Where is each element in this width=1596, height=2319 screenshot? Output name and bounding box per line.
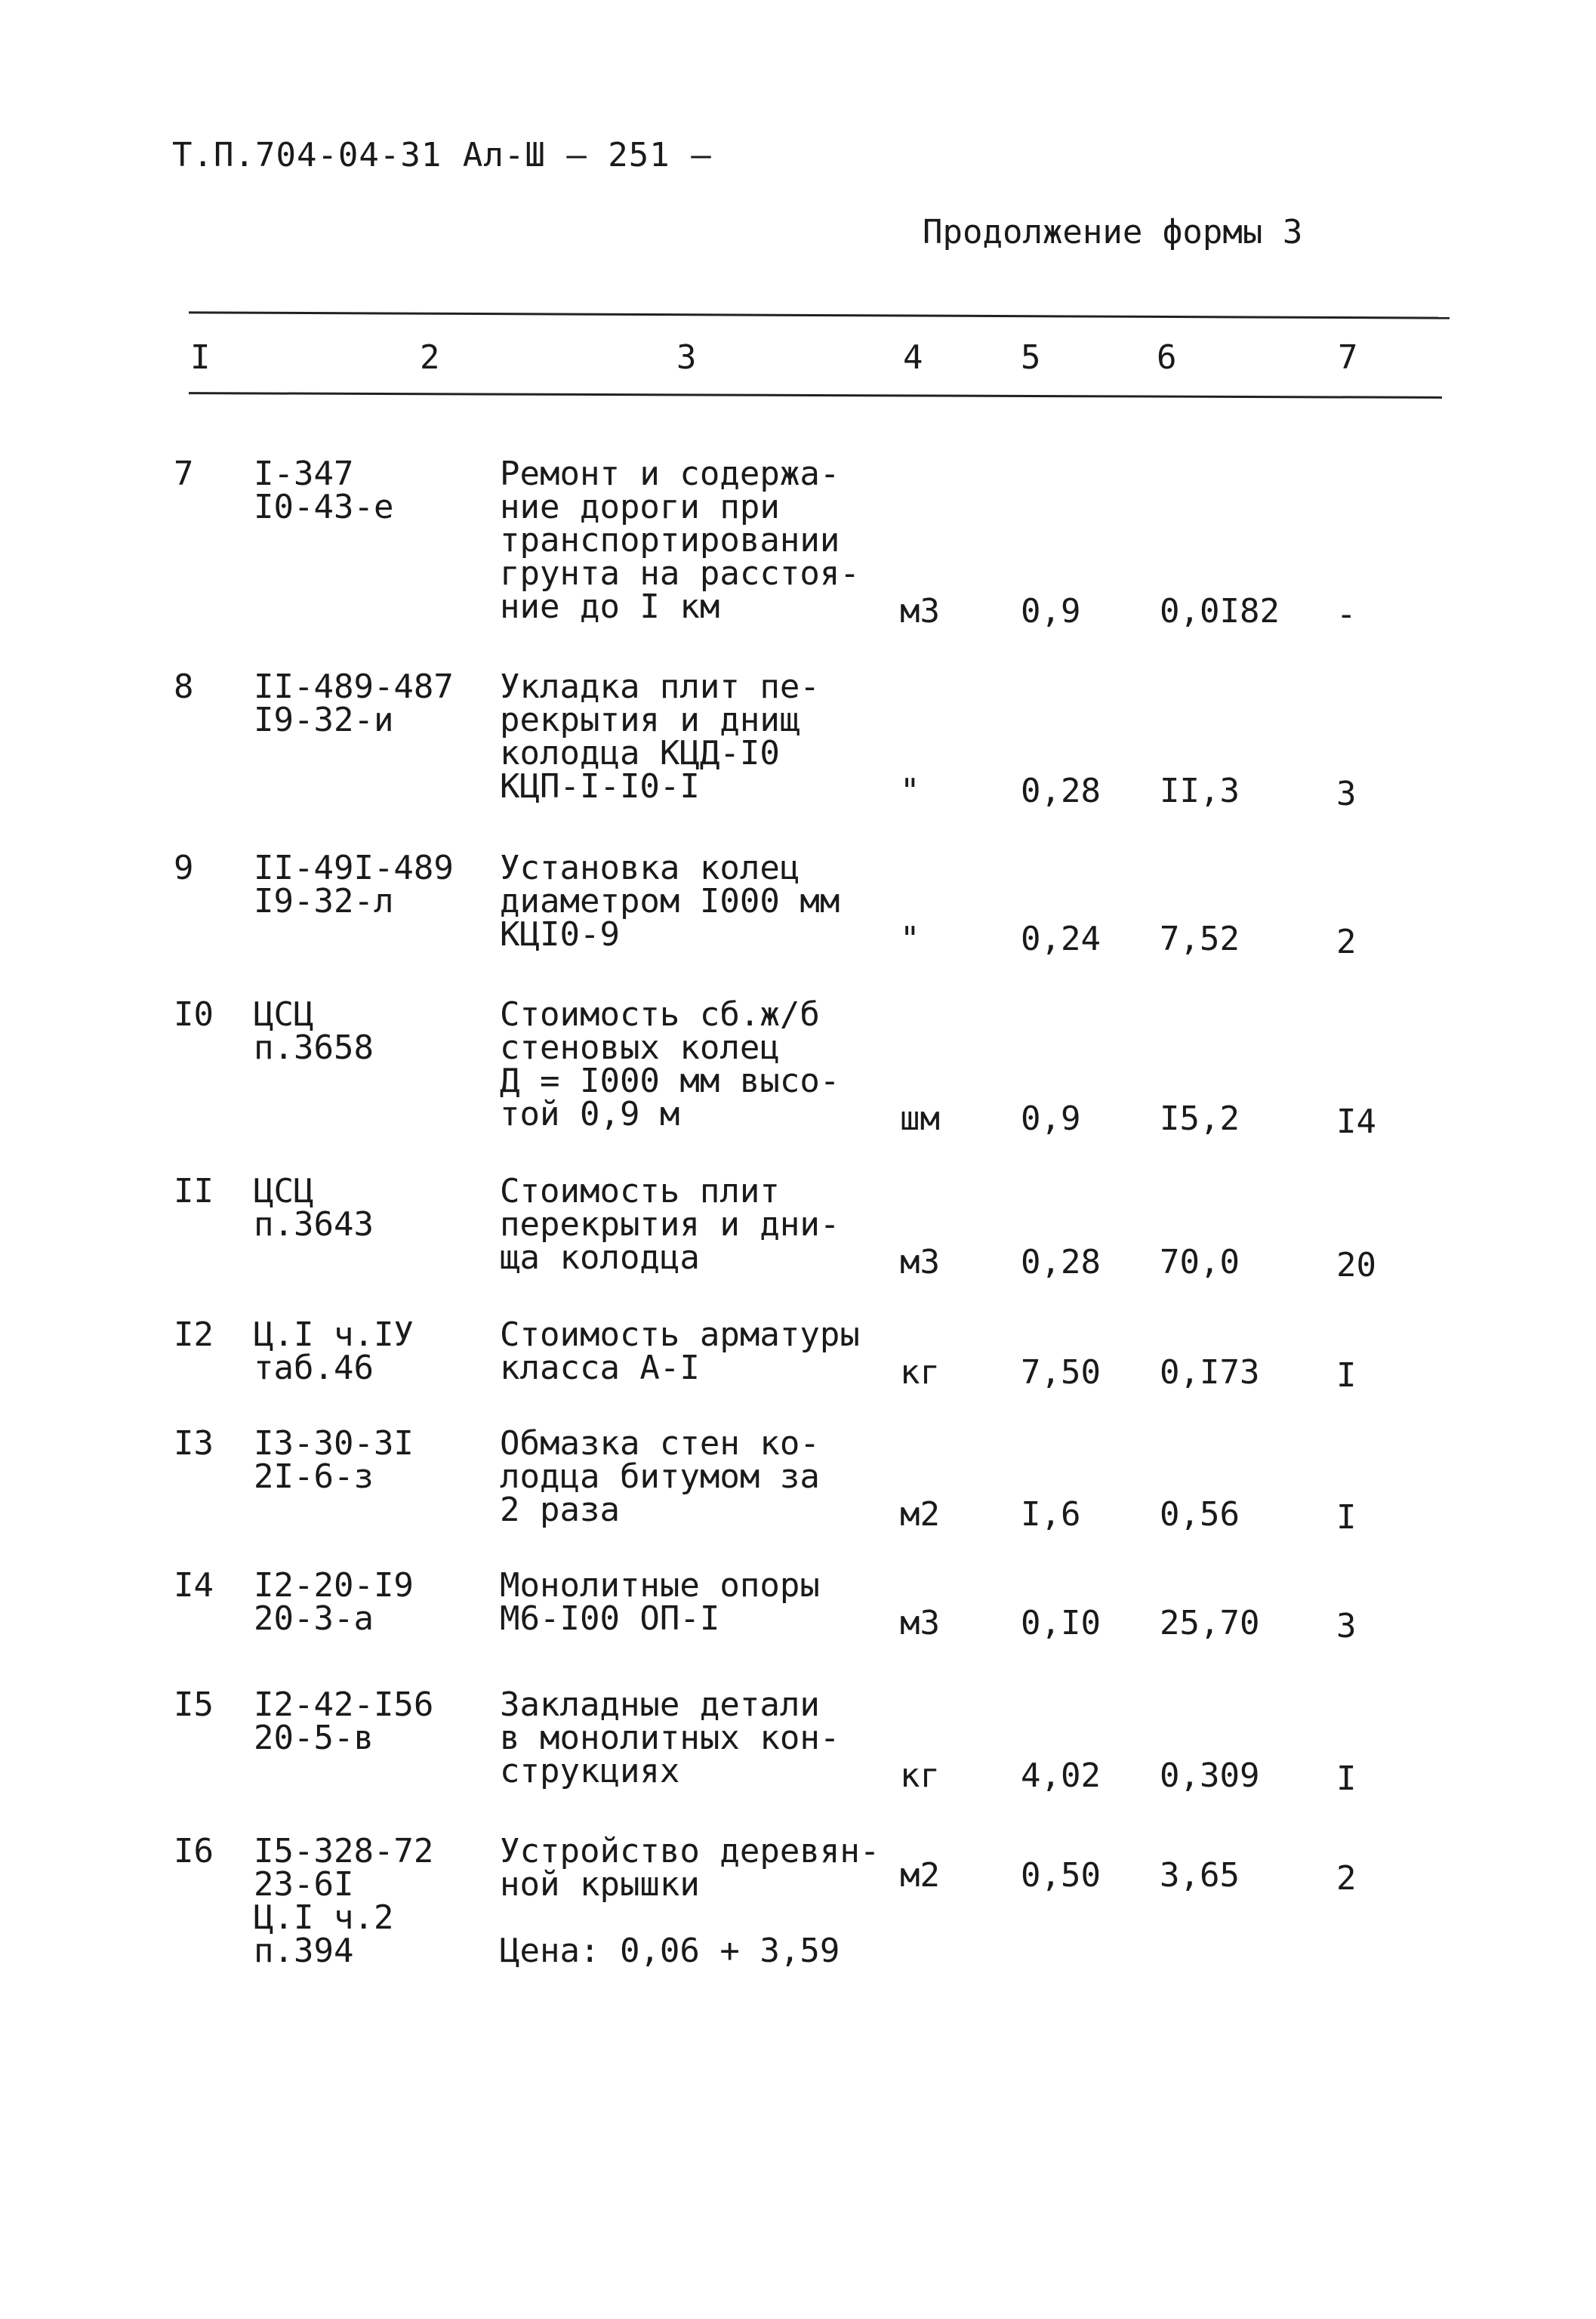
unit-price xyxy=(1160,1099,1240,1138)
work-description-line: Закладные детали xyxy=(500,1685,820,1724)
column-7-value-line: 3 xyxy=(1336,1607,1357,1645)
work-description-line: струкциях xyxy=(500,1752,680,1790)
quantity-line: 0,24 xyxy=(1021,920,1101,958)
row-number xyxy=(174,455,194,493)
norm-code xyxy=(254,1566,414,1638)
work-description-line: в монолитных кон- xyxy=(500,1719,840,1757)
unit-price xyxy=(1160,592,1280,631)
work-description-line: ние дороги при xyxy=(500,488,780,526)
work-description-line: Укладка плит пе- xyxy=(500,668,820,706)
quantity-line: 7,50 xyxy=(1021,1353,1101,1392)
work-description-line: стеновых колец xyxy=(500,1028,780,1067)
unit-price-line: 25,70 xyxy=(1160,1604,1260,1642)
work-description-line: ща колодца xyxy=(500,1238,700,1277)
column-7-value-line: 3 xyxy=(1336,775,1357,813)
unit xyxy=(900,1756,940,1795)
norm-code-line: 2I-6-з xyxy=(254,1457,374,1496)
row-number-line: I0 xyxy=(174,995,214,1034)
unit-price-line: 0,309 xyxy=(1160,1756,1260,1795)
norm-code-line: 20-3-а xyxy=(254,1599,374,1638)
norm-code xyxy=(254,1424,414,1496)
work-description xyxy=(500,1566,820,1638)
unit-price xyxy=(1160,1353,1260,1392)
row-number xyxy=(174,668,194,706)
work-description-line: колодца КЦД-I0 xyxy=(500,734,780,772)
work-description-line: Стоимость арматуры xyxy=(500,1315,860,1354)
column-7-value-line: I xyxy=(1336,1759,1357,1798)
work-description-line: Обмазка стен ко- xyxy=(500,1424,820,1463)
unit xyxy=(900,772,920,810)
column-7-value-line: I xyxy=(1336,1356,1357,1395)
row-number-line: I5 xyxy=(174,1685,214,1724)
row-number xyxy=(174,995,214,1034)
work-description-line: Устройство деревян- xyxy=(500,1832,880,1870)
unit-price xyxy=(1160,1243,1240,1281)
work-description-line: КЦП-I-I0-I xyxy=(500,767,700,806)
norm-code xyxy=(254,1172,374,1244)
unit-line: кг xyxy=(900,1756,940,1795)
norm-code xyxy=(254,668,454,739)
row-number xyxy=(174,849,194,887)
quantity-line: 0,50 xyxy=(1021,1856,1101,1895)
quantity xyxy=(1021,920,1101,958)
work-description xyxy=(500,849,840,954)
column-7-value xyxy=(1336,1759,1357,1798)
norm-code-line: II-49I-489 xyxy=(254,849,454,887)
work-description xyxy=(500,995,840,1133)
work-description-line: Ремонт и содержа- xyxy=(500,455,840,493)
column-7-value xyxy=(1336,923,1357,961)
quantity-line: I,6 xyxy=(1021,1495,1081,1534)
quantity-line: 0,9 xyxy=(1021,592,1081,631)
quantity-line: 0,9 xyxy=(1021,1099,1081,1138)
quantity xyxy=(1021,1353,1101,1392)
norm-code-line: ЦСЦ xyxy=(254,1172,314,1210)
norm-code-line: 23-6I xyxy=(254,1865,354,1904)
norm-code-line: I3-30-3I xyxy=(254,1424,414,1463)
quantity-line: 0,28 xyxy=(1021,1243,1101,1281)
unit-line: м2 xyxy=(900,1495,940,1534)
work-description-line: Установка колец xyxy=(500,849,800,887)
work-description xyxy=(500,1832,880,1970)
unit xyxy=(900,1243,940,1281)
norm-code-line: таб.46 xyxy=(254,1349,374,1387)
column-header-1: I xyxy=(190,338,211,377)
quantity xyxy=(1021,1495,1081,1534)
quantity-line: 0,I0 xyxy=(1021,1604,1101,1642)
unit-price xyxy=(1160,1856,1240,1895)
unit xyxy=(900,920,920,958)
unit-line: " xyxy=(900,772,920,810)
unit-price-line: II,3 xyxy=(1160,772,1240,810)
column-header-6: 6 xyxy=(1157,338,1177,377)
work-description-line: ной крышки xyxy=(500,1865,700,1904)
column-header-3: 3 xyxy=(676,338,697,377)
unit-price xyxy=(1160,1604,1260,1642)
norm-code xyxy=(254,1315,414,1387)
column-header-4: 4 xyxy=(903,338,923,377)
quantity xyxy=(1021,1856,1101,1895)
work-description xyxy=(500,455,860,626)
work-description-line: транспортировании xyxy=(500,521,840,560)
quantity xyxy=(1021,1604,1101,1642)
unit-price xyxy=(1160,772,1240,810)
unit-price-line: 70,0 xyxy=(1160,1243,1240,1281)
quantity-line: 0,28 xyxy=(1021,772,1101,810)
work-description-line: КЦI0-9 xyxy=(500,915,620,954)
column-header-2: 2 xyxy=(420,338,440,377)
document-code: Т.П.704-04-31 Ал-Ш — 251 — xyxy=(172,136,712,174)
unit xyxy=(900,592,940,631)
norm-code-line: I2-42-I56 xyxy=(254,1685,434,1724)
unit-price-line: 0,I73 xyxy=(1160,1353,1260,1392)
column-7-value xyxy=(1336,1498,1357,1537)
norm-code xyxy=(254,995,374,1067)
norm-code-line: Ц.I ч.2 xyxy=(254,1898,394,1937)
row-number-line: 7 xyxy=(174,455,194,493)
work-description-line: Цена: 0,06 + 3,59 xyxy=(500,1932,840,1970)
row-number-line: I4 xyxy=(174,1566,214,1605)
unit xyxy=(900,1604,940,1642)
norm-code-line: I-347 xyxy=(254,455,354,493)
unit xyxy=(900,1353,940,1392)
norm-code-line: I0-43-е xyxy=(254,488,394,526)
work-description xyxy=(500,1685,840,1790)
column-7-value-line: I4 xyxy=(1336,1102,1376,1141)
quantity xyxy=(1021,1756,1101,1795)
norm-code-line: Ц.I ч.IУ xyxy=(254,1315,414,1354)
norm-code-line: п.3643 xyxy=(254,1205,374,1244)
unit-price xyxy=(1160,1756,1260,1795)
work-description-line: той 0,9 м xyxy=(500,1095,680,1133)
unit-price xyxy=(1160,1495,1240,1534)
row-number xyxy=(174,1172,214,1210)
unit-line: шм xyxy=(900,1099,940,1138)
table-header-rule xyxy=(189,392,1442,399)
unit-line: м2 xyxy=(900,1856,940,1895)
unit xyxy=(900,1856,940,1895)
norm-code-line: II-489-487 xyxy=(254,668,454,706)
norm-code-line: I2-20-I9 xyxy=(254,1566,414,1605)
work-description-line: Монолитные опоры xyxy=(500,1566,820,1605)
quantity-line: 4,02 xyxy=(1021,1756,1101,1795)
work-description-line: Стоимость сб.ж/б xyxy=(500,995,820,1034)
column-7-value xyxy=(1336,1246,1376,1284)
work-description xyxy=(500,1424,820,1529)
unit-line: " xyxy=(900,920,920,958)
quantity xyxy=(1021,772,1101,810)
work-description-line: рекрытия и днищ xyxy=(500,701,800,739)
column-7-value xyxy=(1336,595,1357,634)
work-description-line: ние до I км xyxy=(500,587,720,626)
work-description-line: Д = I000 мм высо- xyxy=(500,1062,840,1100)
unit xyxy=(900,1495,940,1534)
norm-code-line: ЦСЦ xyxy=(254,995,314,1034)
column-7-value-line: 2 xyxy=(1336,923,1357,961)
row-number-line: I2 xyxy=(174,1315,214,1354)
work-description-line: диаметром I000 мм xyxy=(500,882,840,921)
unit-line: м3 xyxy=(900,1604,940,1642)
row-number-line: 9 xyxy=(174,849,194,887)
column-7-value-line: - xyxy=(1336,595,1357,634)
work-description xyxy=(500,1172,840,1277)
work-description-line: грунта на расстоя- xyxy=(500,554,860,593)
work-description-line: лодца битумом за xyxy=(500,1457,820,1496)
column-7-value xyxy=(1336,1859,1357,1898)
norm-code-line: I9-32-и xyxy=(254,701,394,739)
row-number-line: I6 xyxy=(174,1832,214,1870)
continuation-note: Продолжение формы 3 xyxy=(923,213,1303,251)
norm-code xyxy=(254,1832,434,1970)
column-7-value xyxy=(1336,1102,1376,1141)
work-description xyxy=(500,1315,860,1387)
unit-price xyxy=(1160,920,1240,958)
unit-line: м3 xyxy=(900,592,940,631)
norm-code-line: 20-5-в xyxy=(254,1719,374,1757)
column-7-value xyxy=(1336,775,1357,813)
table-top-rule xyxy=(189,311,1450,319)
column-header-5: 5 xyxy=(1021,338,1041,377)
work-description-line: перекрытия и дни- xyxy=(500,1205,840,1244)
row-number xyxy=(174,1315,214,1354)
unit-line: кг xyxy=(900,1353,940,1392)
column-7-value xyxy=(1336,1356,1357,1395)
norm-code xyxy=(254,455,394,526)
unit-price-line: 0,0I82 xyxy=(1160,592,1280,631)
column-7-value-line: I xyxy=(1336,1498,1357,1537)
unit-price-line: 3,65 xyxy=(1160,1856,1240,1895)
work-description-line: М6-I00 ОП-I xyxy=(500,1599,720,1638)
row-number xyxy=(174,1832,214,1870)
row-number xyxy=(174,1566,214,1605)
row-number xyxy=(174,1424,214,1463)
column-7-value-line: 20 xyxy=(1336,1246,1376,1284)
norm-code xyxy=(254,849,454,921)
row-number xyxy=(174,1685,214,1724)
row-number-line: I3 xyxy=(174,1424,214,1463)
norm-code xyxy=(254,1685,434,1757)
work-description xyxy=(500,668,820,806)
unit-line: м3 xyxy=(900,1243,940,1281)
work-description-line: класса А-I xyxy=(500,1349,700,1387)
unit xyxy=(900,1099,940,1138)
unit-price-line: 0,56 xyxy=(1160,1495,1240,1534)
work-description-line: Стоимость плит xyxy=(500,1172,780,1210)
norm-code-line: I5-328-72 xyxy=(254,1832,434,1870)
unit-price-line: 7,52 xyxy=(1160,920,1240,958)
quantity xyxy=(1021,1243,1101,1281)
quantity xyxy=(1021,592,1081,631)
quantity xyxy=(1021,1099,1081,1138)
norm-code-line: п.3658 xyxy=(254,1028,374,1067)
column-header-7: 7 xyxy=(1338,338,1358,377)
norm-code-line: I9-32-л xyxy=(254,882,394,921)
work-description-line xyxy=(500,1901,880,1935)
row-number-line: 8 xyxy=(174,668,194,706)
norm-code-line: п.394 xyxy=(254,1932,354,1970)
column-7-value-line: 2 xyxy=(1336,1859,1357,1898)
work-description-line: 2 раза xyxy=(500,1491,620,1529)
column-7-value xyxy=(1336,1607,1357,1645)
row-number-line: II xyxy=(174,1172,214,1210)
unit-price-line: I5,2 xyxy=(1160,1099,1240,1138)
